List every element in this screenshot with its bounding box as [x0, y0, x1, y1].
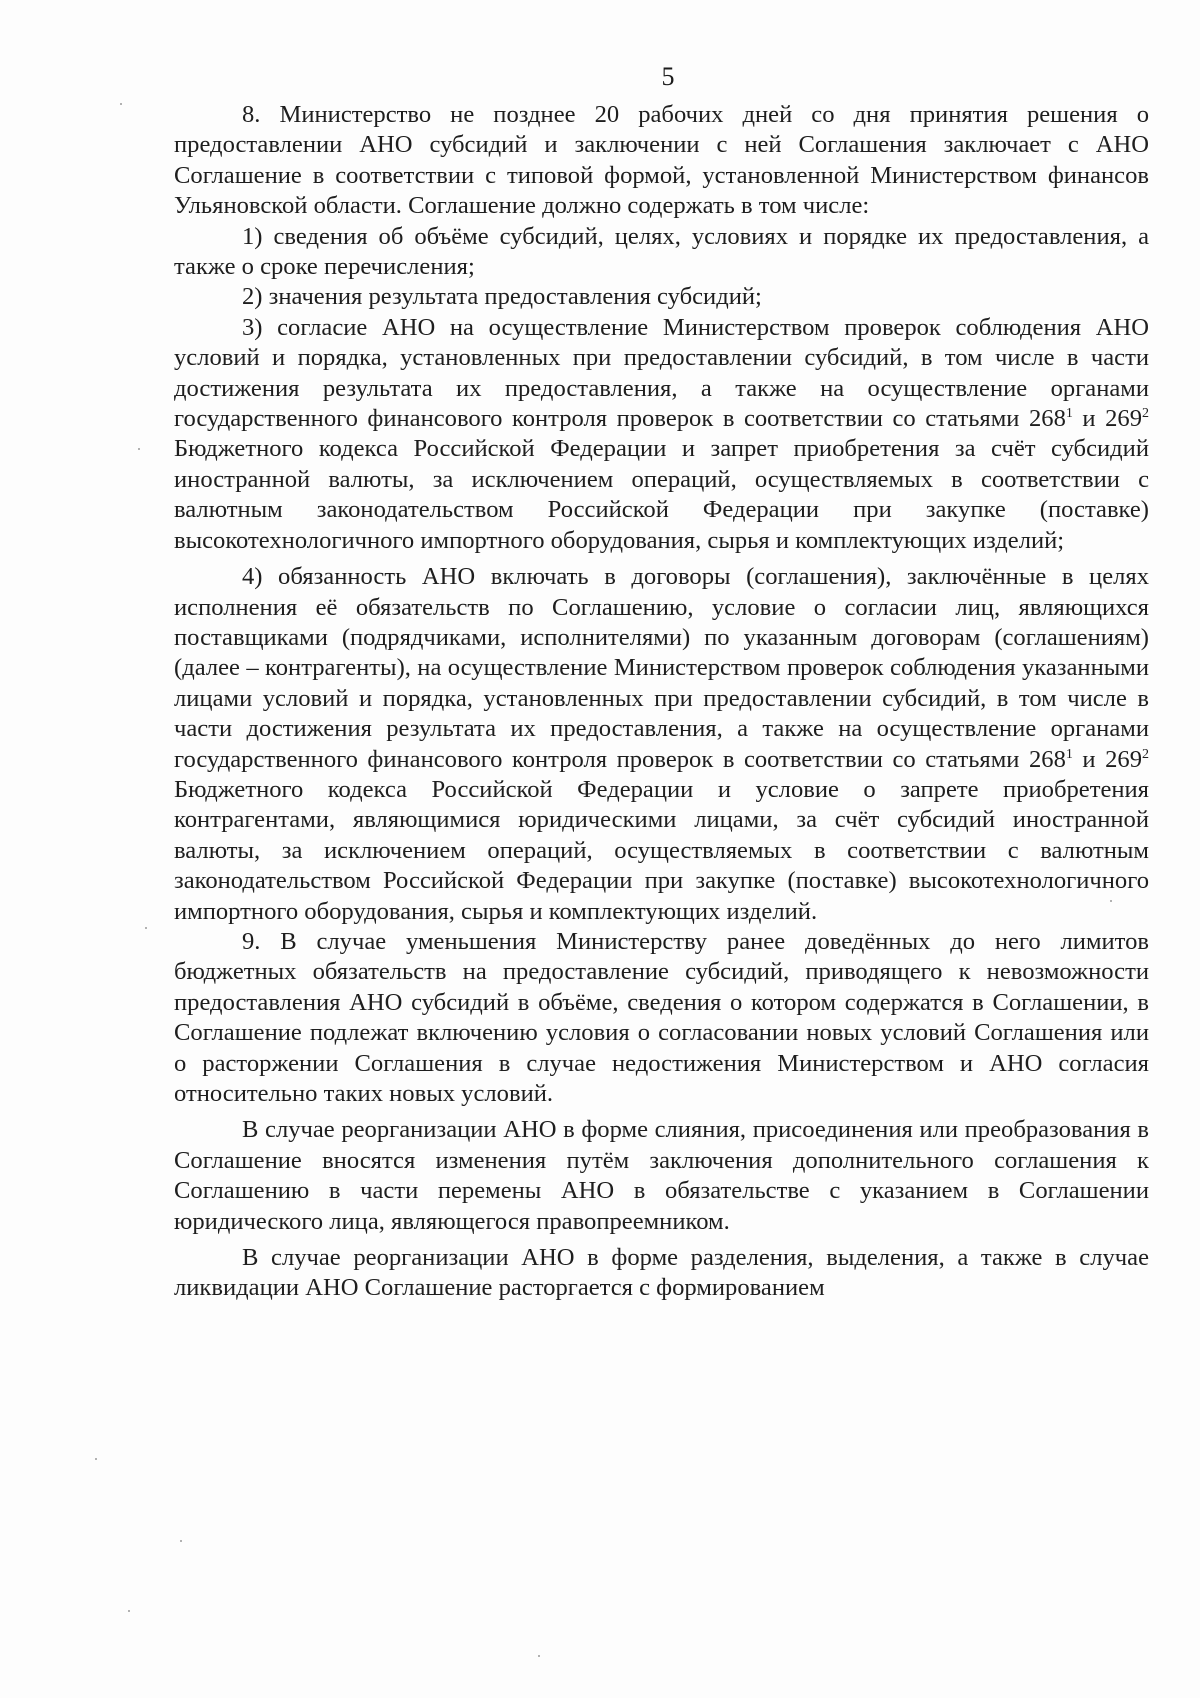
scan-speck [180, 1540, 182, 1542]
document-body [174, 100, 1149, 1304]
list-item-4-text-a: 4) обязанность АНО включать в договоры (соглашения), заключённые в целях исполнения её обязательств по Соглашению, условие о согласии лиц, являющихся поставщиками (подрядчиками, исполнителями) по указанным договорам (соглашениям) (далее – контрагенты), на осуществление Министерством проверок соблюдения указанными лицами условий и порядка, установленных при предоставлении субсидий, в том числе в части достижения результата их предоставления, а также на осуществление органами государственного финансового контроля проверок в соответствии со статьями 268 [174, 563, 1149, 773]
paragraph-8: 8. Министерство не позднее 20 рабочих дней со дня принятия решения о предоставлении АНО субсидий и заключении с ней Соглашения заключает с АНО Соглашение в соответствии с типовой формой, установленной Министерством финансов Ульяновской области. Соглашение должно содержать в том числе: [174, 101, 1149, 220]
list-item-1: 1) сведения об объёме субсидий, целях, условиях и порядке их предоставления, а также о сроке перечисления; [174, 222, 1149, 281]
scan-speck [538, 1655, 540, 1657]
list-item-2: 2) значения результата предоставления субсидий; [242, 283, 762, 311]
list-item-4 [174, 562, 1149, 927]
scan-speck [138, 448, 140, 450]
paragraph-9: 9. В случае уменьшения Министерству ранее доведённых до него лимитов бюджетных обязательств на предоставление субсидий, приводящего к невозможности предоставления АНО субсидий в объёме, сведения о котором содержатся в Соглашении, в Соглашение подлежат включению условия о согласовании новых условий Соглашения или о расторжении Соглашения в случае недостижения Министерством и АНО согласия относительно таких новых условий. [174, 927, 1149, 1107]
superscript-2: 2 [1142, 405, 1149, 421]
scan-speck [1110, 900, 1112, 902]
scan-speck [95, 1458, 97, 1460]
scan-speck [145, 927, 147, 929]
list-item-3 [174, 313, 1149, 556]
superscript-1: 1 [1065, 746, 1073, 762]
superscript-2: 2 [1142, 746, 1149, 762]
list-item-4-text-c: Бюджетного кодекса Российской Федерации и условие о запрете приобретения контрагентами, являющимися юридическими лицами, за счёт субсидий иностранной валюты, за исключением операций, осуществляемых в соответствии с валютным законодательством Российской Федерации при закупке (поставке) высокотехнологичного импортного оборудования, сырья и комплектующих изделий. [174, 775, 1149, 925]
list-item-3-text-c: Бюджетного кодекса Российской Федерации и запрет приобретения за счёт субсидий иностранной валюты, за исключением операций, осуществляемых в соответствии с валютным законодательством Российской Федерации при закупке (поставке) высокотехнологичного импортного оборудования, сырья и комплектующих изделий; [174, 435, 1149, 554]
list-item-3-text-a: 3) согласие АНО на осуществление Министерством проверок соблюдения АНО условий и порядка, установленных при предоставлении субсидий, в том числе в части достижения результата их предоставления, а также на осуществление органами государственного финансового контроля проверок в соответствии со статьями 268 [174, 313, 1149, 433]
paragraph-reorganization-division: В случае реорганизации АНО в форме разделения, выделения, а также в случае ликвидации АНО Соглашение расторгается с формированием [174, 1244, 1149, 1302]
list-item-3-text-b: и 269 [1072, 405, 1142, 433]
paragraph-reorganization-merger: В случае реорганизации АНО в форме слияния, присоединения или преобразования в Соглашение вносятся изменения путём заключения дополнительного соглашения к Соглашению в части перемены АНО в обязательстве с указанием в Соглашении юридического лица, являющегося правопреемником. [174, 1116, 1149, 1235]
superscript-1: 1 [1065, 405, 1073, 421]
page-number: 5 [661, 62, 675, 91]
list-item-4-text-b: и 269 [1072, 745, 1142, 773]
scan-speck [120, 103, 122, 105]
scan-speck [128, 1610, 130, 1612]
